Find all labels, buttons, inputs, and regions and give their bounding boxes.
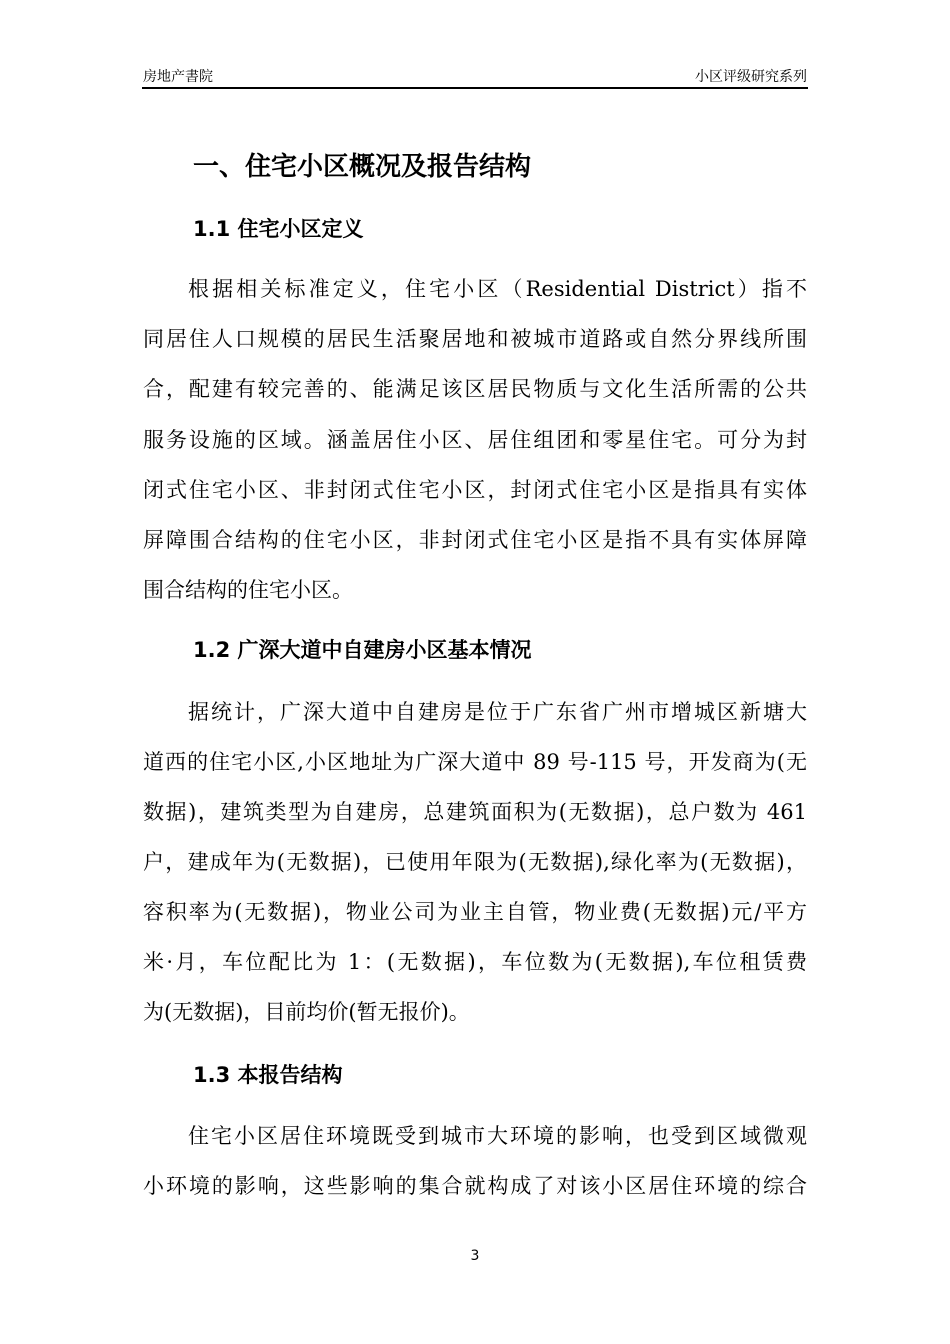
header-left: 房地产書院 <box>143 69 213 85</box>
paragraph-line: 户，建成年为(无数据)，已使用年限为(无数据),绿化率为(无数据)， <box>143 850 807 874</box>
section-heading: 1.3 本报告结构 <box>193 1063 343 1087</box>
paragraph-line: 服务设施的区域。涵盖居住小区、居住组团和零星住宅。可分为封 <box>143 428 807 452</box>
paragraph-line: 为(无数据)，目前均价(暂无报价)。 <box>143 1000 470 1024</box>
paragraph-line: 数据)，建筑类型为自建房，总建筑面积为(无数据)，总户数为 461 <box>143 800 807 824</box>
paragraph-line: 住宅小区居住环境既受到城市大环境的影响，也受到区域微观 <box>188 1124 807 1148</box>
paragraph-line: 据统计，广深大道中自建房是位于广东省广州市增城区新塘大 <box>188 700 807 724</box>
header-divider <box>142 87 808 89</box>
chapter-title: 一、住宅小区概况及报告结构 <box>193 152 532 182</box>
paragraph-line: 围合结构的住宅小区。 <box>143 578 353 602</box>
paragraph-line: 合，配建有较完善的、能满足该区居民物质与文化生活所需的公共 <box>143 377 807 401</box>
header-right: 小区评级研究系列 <box>695 69 807 85</box>
paragraph-line: 闭式住宅小区、非封闭式住宅小区，封闭式住宅小区是指具有实体 <box>143 478 807 502</box>
paragraph-line: 根据相关标准定义，住宅小区（Residential District）指不 <box>188 277 807 301</box>
paragraph-line: 米·月，车位配比为 1：(无数据)，车位数为(无数据),车位租赁费 <box>143 950 807 974</box>
paragraph-line: 道西的住宅小区,小区地址为广深大道中 89 号-115 号，开发商为(无 <box>143 750 807 774</box>
paragraph-line: 同居住人口规模的居民生活聚居地和被城市道路或自然分界线所围 <box>143 327 807 351</box>
paragraph-line: 屏障围合结构的住宅小区，非封闭式住宅小区是指不具有实体屏障 <box>143 528 807 552</box>
paragraph-line: 小环境的影响，这些影响的集合就构成了对该小区居住环境的综合 <box>143 1174 807 1198</box>
section-heading: 1.2 广深大道中自建房小区基本情况 <box>193 638 532 662</box>
page-number: 3 <box>470 1248 480 1264</box>
paragraph-line: 容积率为(无数据)，物业公司为业主自管，物业费(无数据)元/平方 <box>143 900 807 924</box>
section-heading: 1.1 住宅小区定义 <box>193 217 364 241</box>
